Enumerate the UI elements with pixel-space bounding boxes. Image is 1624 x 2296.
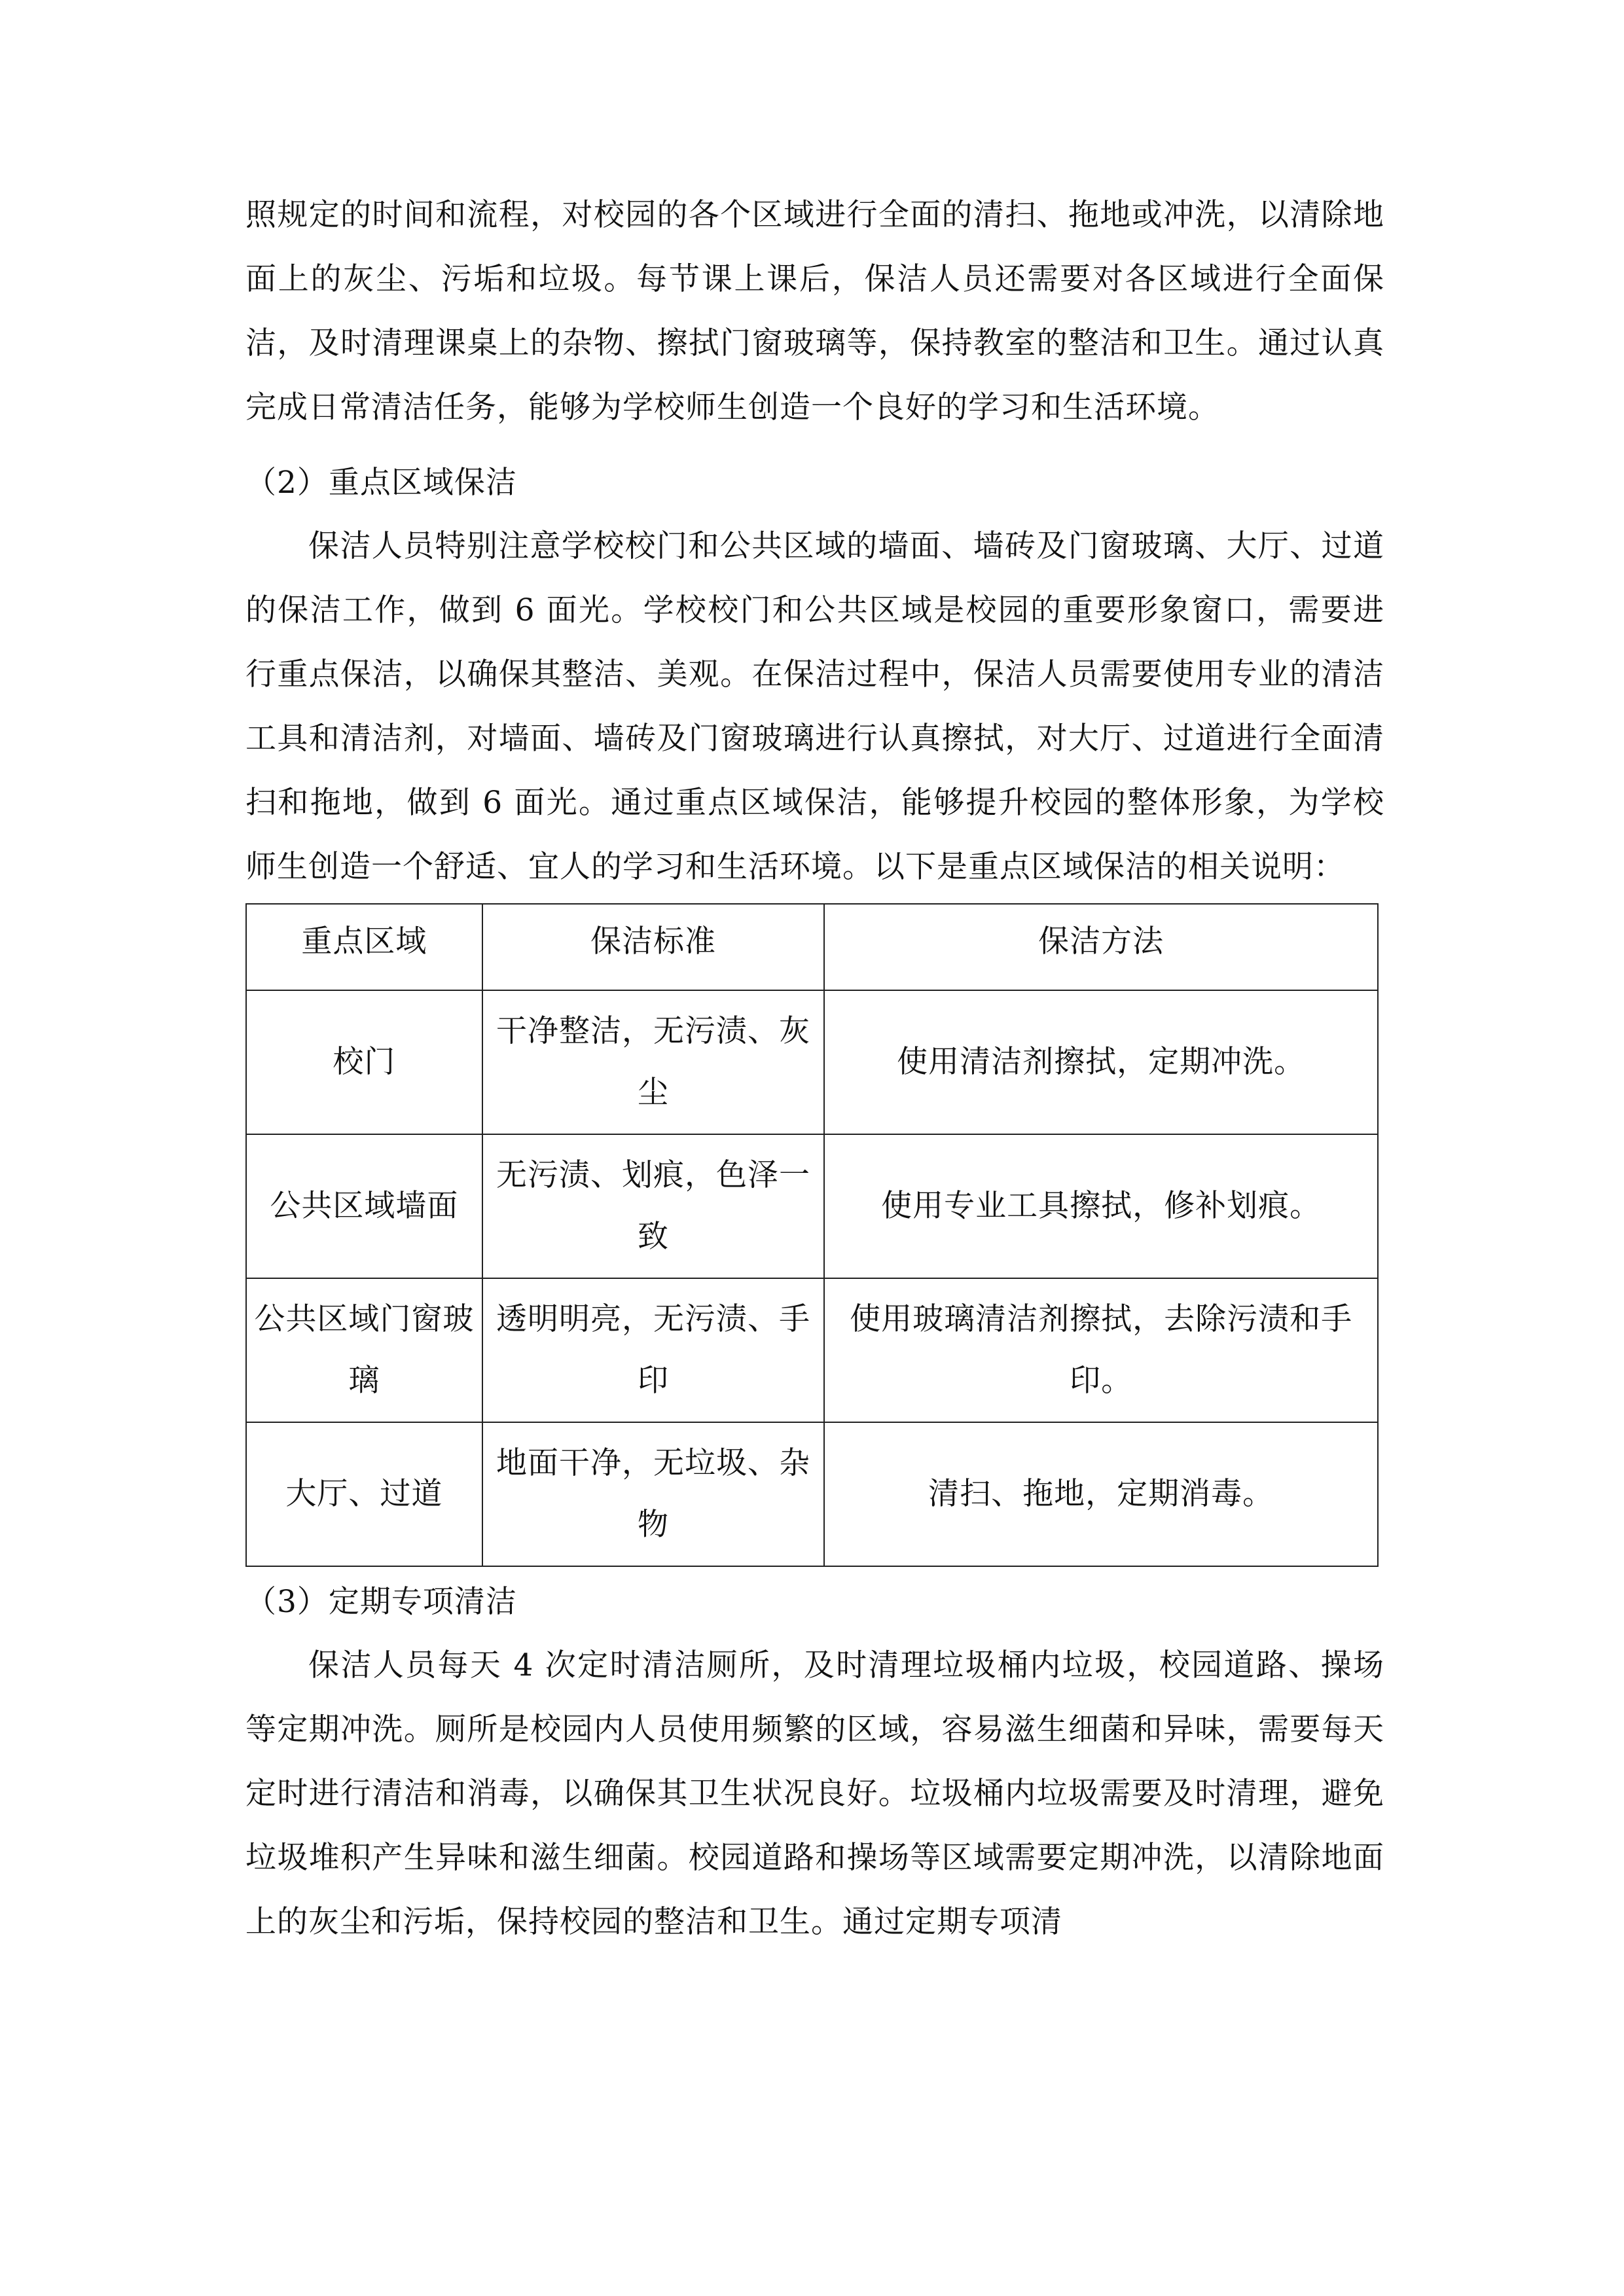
table-header-cell: 保洁方法 xyxy=(824,904,1378,990)
key-areas-table xyxy=(245,903,1379,1567)
table-header-row xyxy=(246,904,1378,990)
table-cell-method: 使用专业工具擦拭，修补划痕。 xyxy=(824,1134,1378,1278)
table-cell-standard: 透明明亮，无污渍、手印 xyxy=(482,1278,824,1422)
intro-paragraph: 照规定的时间和流程，对校园的各个区域进行全面的清扫、拖地或冲洗，以清除地面上的灰尘、污垢和垃圾。每节课上课后，保洁人员还需要对各区域进行全面保洁，及时清理课桌上的杂物、擦拭门窗玻璃等，保持教室的整洁和卫生。通过认真完成日常清洁任务，能够为学校师生创造一个良好的学习和生活环境。 xyxy=(245,197,1384,425)
table-row xyxy=(246,1422,1378,1566)
table-cell-standard: 干净整洁，无污渍、灰尘 xyxy=(482,990,824,1134)
table-row xyxy=(246,1134,1378,1278)
table-cell-area: 公共区域门窗玻璃 xyxy=(246,1278,482,1422)
table-cell-area: 校门 xyxy=(246,990,482,1134)
table-header-cell: 保洁标准 xyxy=(482,904,824,990)
table-row xyxy=(246,990,1378,1134)
table-cell-standard: 地面干净，无垃圾、杂物 xyxy=(482,1422,824,1566)
table-cell-method: 清扫、拖地，定期消毒。 xyxy=(824,1422,1378,1566)
table-cell-method: 使用玻璃清洁剂擦拭，去除污渍和手印。 xyxy=(824,1278,1378,1422)
periodic-cleaning-paragraph: 保洁人员每天 4 次定时清洁厕所，及时清理垃圾桶内垃圾，校园道路、操场等定期冲洗。厕所是校园内人员使用频繁的区域，容易滋生细菌和异味，需要每天定时进行清洁和消毒，以确保其卫生状况良好。垃圾桶内垃圾需要及时清理，避免垃圾堆积产生异味和滋生细菌。校园道路和操场等区域需要定期冲洗，以清除地面上的灰尘和污垢，保持校园的整洁和卫生。通过定期专项清 xyxy=(245,1647,1384,1940)
section-heading-periodic-cleaning: （3）定期专项清洁 xyxy=(245,1584,517,1620)
table-row xyxy=(246,1278,1378,1422)
table-cell-method: 使用清洁剂擦拭，定期冲洗。 xyxy=(824,990,1378,1134)
section-heading-key-areas: （2）重点区域保洁 xyxy=(245,465,517,501)
table-cell-area: 公共区域墙面 xyxy=(246,1134,482,1278)
document-body xyxy=(245,183,1384,1954)
table-cell-area: 大厅、过道 xyxy=(246,1422,482,1566)
table-cell-standard: 无污渍、划痕，色泽一致 xyxy=(482,1134,824,1278)
key-areas-paragraph: 保洁人员特别注意学校校门和公共区域的墙面、墙砖及门窗玻璃、大厅、过道的保洁工作，做到 6 面光。学校校门和公共区域是校园的重要形象窗口，需要进行重点保洁，以确保其整洁、美观。在保洁过程中，保洁人员需要使用专业的清洁工具和清洁剂，对墙面、墙砖及门窗玻璃进行认真擦拭，对大厅、过道进行全面清扫和拖地，做到 6 面光。通过重点区域保洁，能够提升校园的整体形象，为学校师生创造一个舒适、宜人的学习和生活环境。以下是重点区域保洁的相关说明： xyxy=(245,528,1384,885)
table-header-cell: 重点区域 xyxy=(246,904,482,990)
